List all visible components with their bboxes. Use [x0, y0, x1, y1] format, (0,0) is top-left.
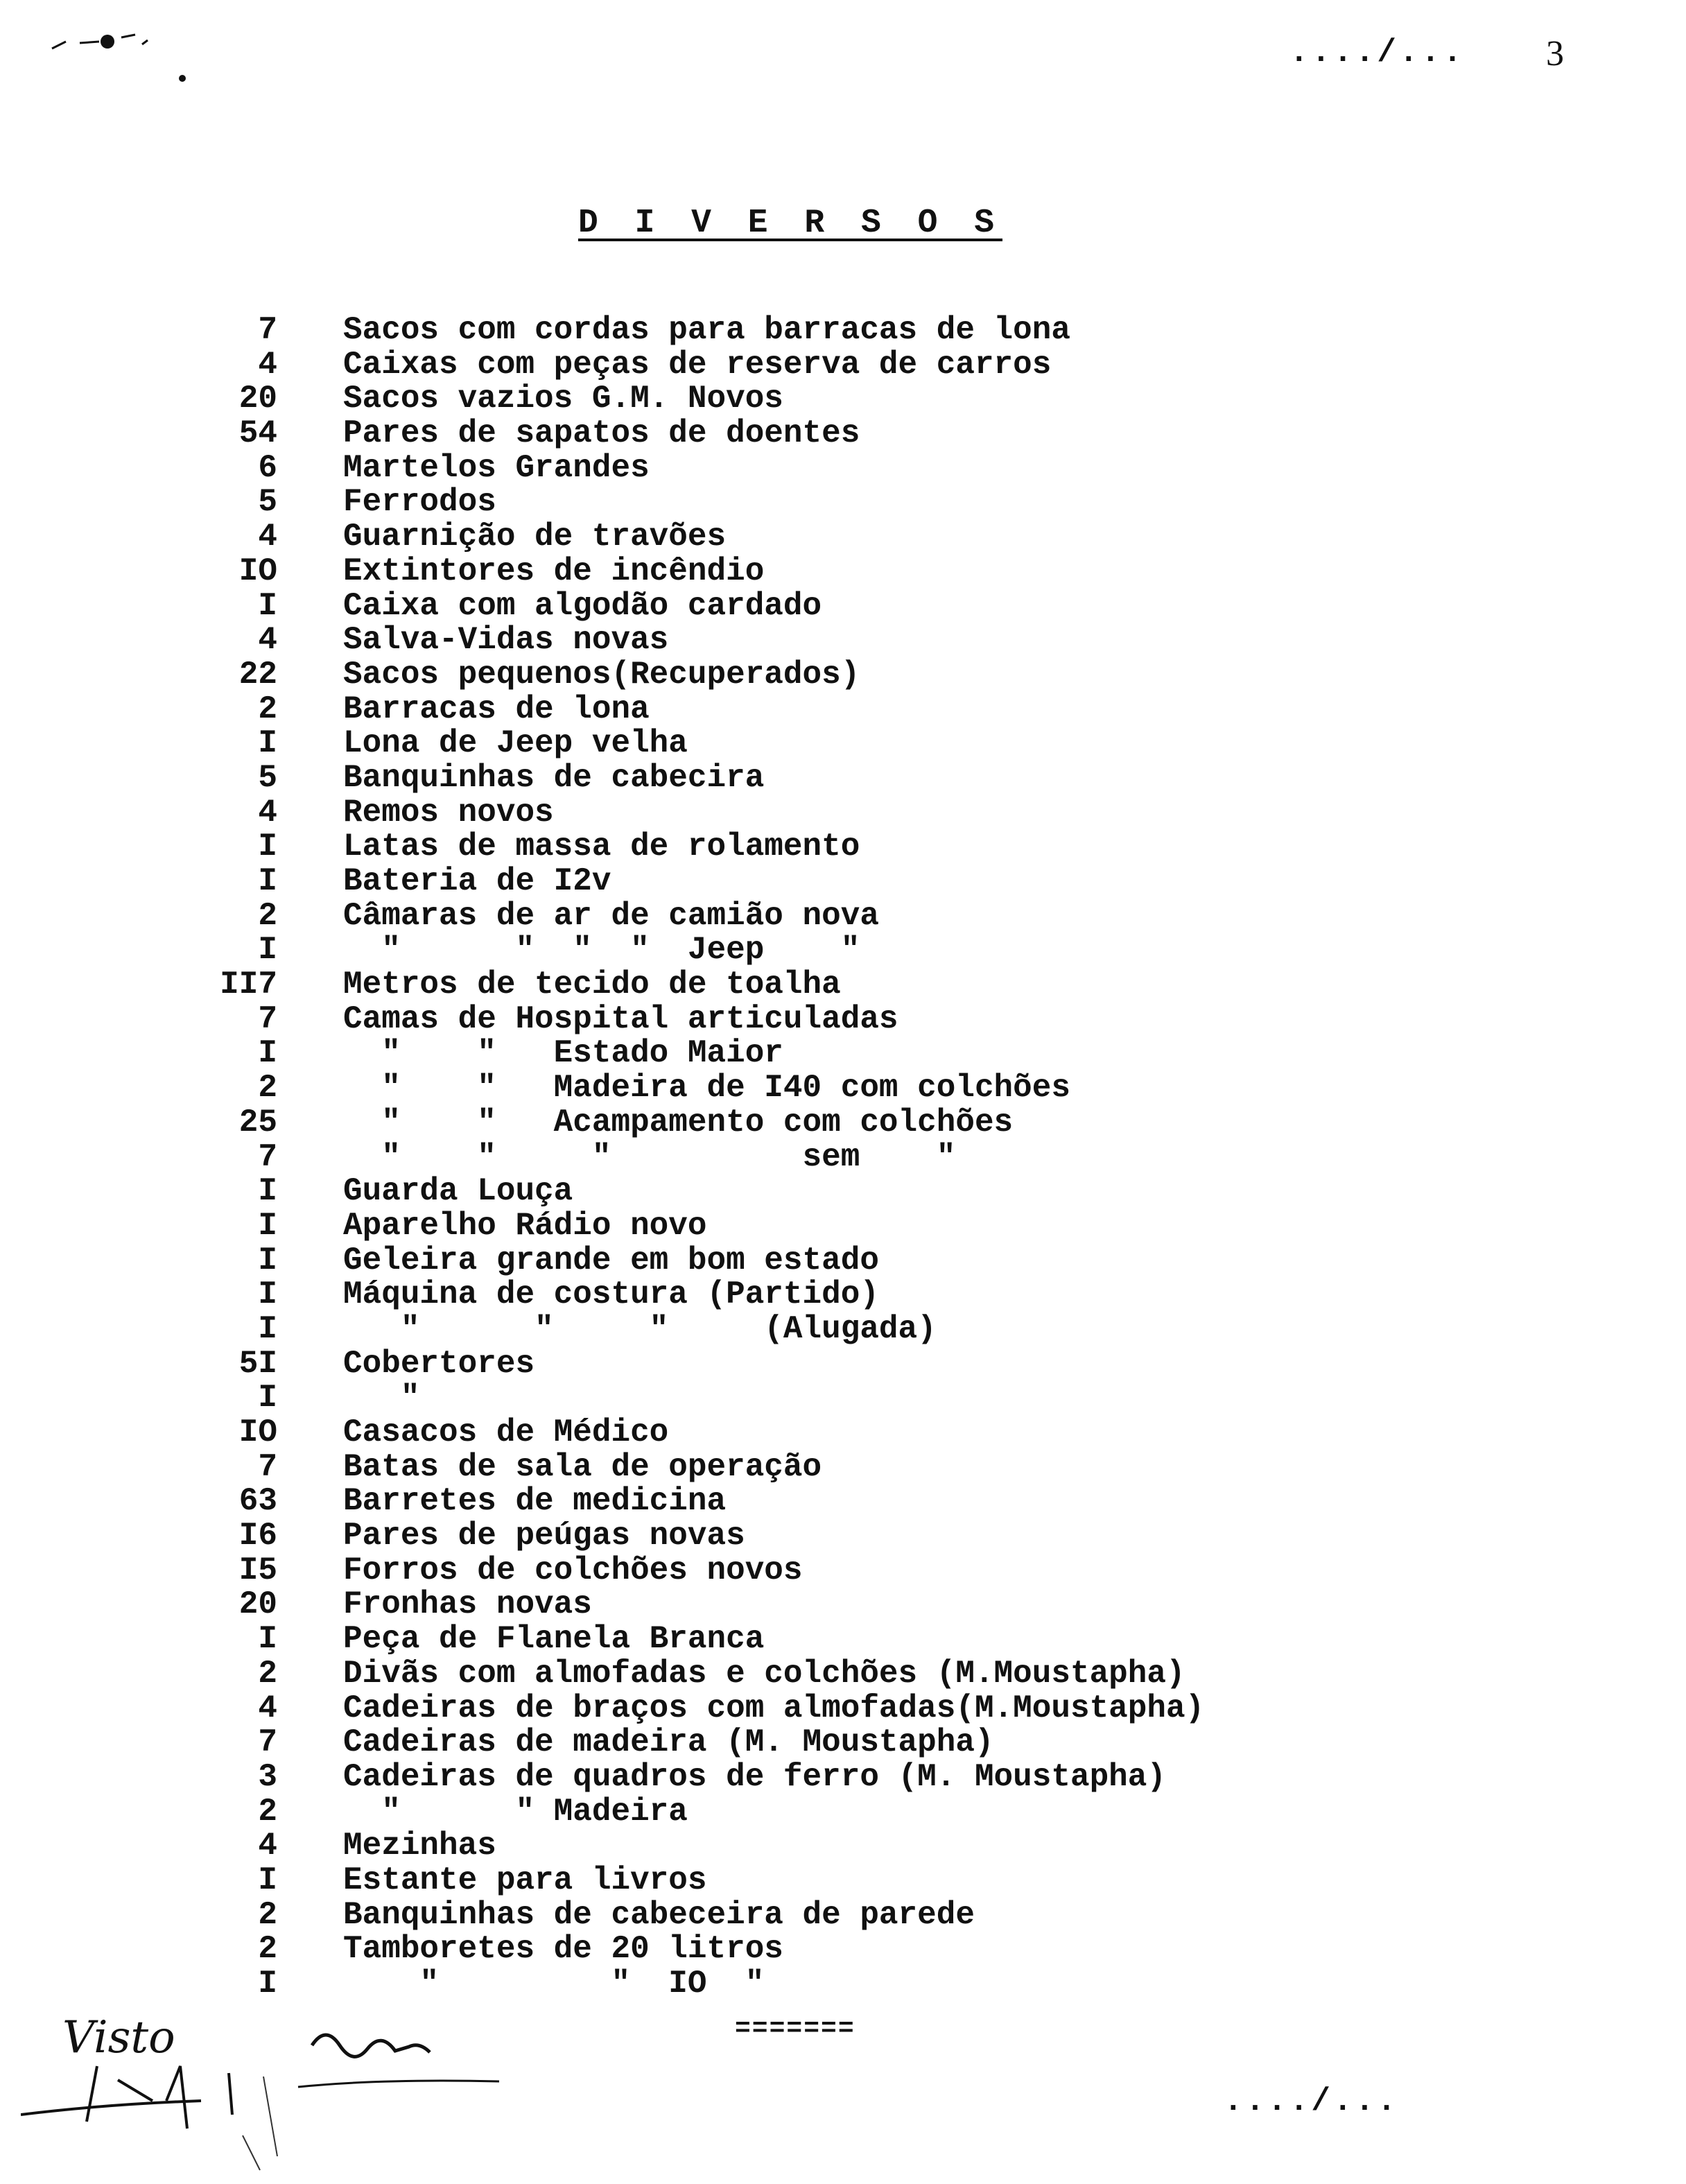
list-item [187, 1864, 1546, 1898]
item-description: Salva-Vidas novas [343, 622, 669, 659]
item-quantity: 2 [258, 1793, 277, 1830]
list-item [187, 1795, 1546, 1830]
item-quantity: 63 [238, 1483, 277, 1520]
item-description: Aparelho Rádio novo [343, 1207, 707, 1244]
item-quantity: 5I [238, 1345, 277, 1382]
item-quantity: 4 [258, 794, 277, 831]
item-quantity: 7 [258, 1724, 277, 1761]
handwritten-visto: Visto [62, 2012, 175, 2063]
item-quantity: I [258, 1242, 277, 1279]
item-quantity: 2 [258, 1931, 277, 1968]
item-quantity: 3 [258, 1758, 277, 1795]
item-description: Sacos pequenos(Recuperados) [343, 656, 860, 693]
item-description: " " " (Alugada) [343, 1310, 937, 1347]
item-quantity: 54 [238, 415, 277, 452]
list-item [187, 1175, 1546, 1209]
list-item [187, 417, 1546, 451]
list-item [187, 1657, 1546, 1692]
item-quantity: 7 [258, 1138, 277, 1175]
item-description: Máquina de costura (Partido) [343, 1276, 879, 1313]
item-quantity: I [258, 1310, 277, 1347]
item-description: Barretes de medicina [343, 1483, 727, 1520]
list-item [187, 693, 1546, 727]
item-quantity: IO [238, 553, 277, 589]
item-quantity: 2 [258, 1896, 277, 1933]
item-description: Pares de sapatos de doentes [343, 415, 860, 452]
list-item [187, 1312, 1546, 1347]
continuation-marker-bottom: ..../... [1224, 2083, 1399, 2120]
item-quantity: I6 [238, 1518, 277, 1554]
page-number: 3 [1546, 34, 1564, 73]
item-description: Guarnição de travões [343, 519, 727, 555]
item-quantity: 25 [238, 1104, 277, 1141]
item-quantity: 4 [258, 519, 277, 555]
continuation-marker-top: ..../... [1289, 35, 1465, 71]
item-description: Sacos com cordas para barracas de lona [343, 312, 1070, 348]
list-item [187, 1760, 1546, 1795]
handwritten-signatures [21, 1997, 562, 2177]
item-description: Extintores de incêndio [343, 553, 765, 589]
item-quantity: I [258, 587, 277, 624]
item-description: Fronhas novas [343, 1586, 592, 1623]
list-item [187, 1416, 1546, 1450]
item-quantity: 20 [238, 1586, 277, 1623]
list-item [187, 761, 1546, 796]
item-quantity: I [258, 932, 277, 969]
item-description: Camas de Hospital articuladas [343, 1000, 898, 1037]
item-quantity: 2 [258, 691, 277, 727]
list-item [187, 313, 1546, 348]
list-item [187, 451, 1546, 486]
list-item [187, 727, 1546, 761]
item-quantity: I [258, 863, 277, 899]
list-item [187, 1244, 1546, 1279]
list-item [187, 865, 1546, 899]
item-description: " " " " Jeep " [343, 932, 860, 969]
item-quantity: 5 [258, 759, 277, 796]
ink-mark [38, 21, 191, 62]
item-description: Cadeiras de madeira (M. Moustapha) [343, 1724, 994, 1761]
item-description: Divãs com almofadas e colchões (M.Moustapha) [343, 1655, 1185, 1692]
list-item [187, 968, 1546, 1003]
item-quantity: 4 [258, 622, 277, 659]
item-quantity: 20 [238, 381, 277, 417]
item-quantity: 4 [258, 346, 277, 383]
list-item [187, 1692, 1546, 1726]
list-item [187, 348, 1546, 383]
list-item [187, 382, 1546, 417]
item-quantity: I5 [238, 1552, 277, 1588]
item-description: Ferrodos [343, 484, 496, 521]
list-item [187, 1622, 1546, 1657]
item-quantity: I [258, 1173, 277, 1210]
item-quantity: 2 [258, 1655, 277, 1692]
item-quantity: I [258, 1276, 277, 1313]
item-description: Cobertores [343, 1345, 535, 1382]
list-item [187, 555, 1546, 589]
list-item [187, 830, 1546, 865]
ink-dot [179, 75, 186, 82]
item-description: " " IO " [343, 1966, 765, 2002]
item-quantity: 7 [258, 312, 277, 348]
item-quantity: IO [238, 1414, 277, 1450]
item-quantity: I [258, 1862, 277, 1898]
list-item [187, 1106, 1546, 1141]
item-quantity: 7 [258, 1000, 277, 1037]
item-description: Mezinhas [343, 1828, 496, 1864]
item-description: Guarda Louça [343, 1173, 573, 1210]
list-item [187, 796, 1546, 831]
item-description: Estante para livros [343, 1862, 707, 1898]
list-item [187, 658, 1546, 693]
separator-line: ======= [735, 2014, 855, 2044]
item-quantity: I [258, 1966, 277, 2002]
list-item [187, 1726, 1546, 1760]
item-description: Câmaras de ar de camião nova [343, 897, 879, 934]
item-description: " " Madeira de I40 com colchões [343, 1070, 1070, 1107]
item-quantity: I [258, 725, 277, 762]
list-item [187, 1138, 1546, 1175]
item-description: Martelos Grandes [343, 449, 650, 486]
item-quantity: I [258, 829, 277, 865]
list-item [187, 1588, 1546, 1622]
list-item [187, 1898, 1546, 1933]
list-item [187, 485, 1546, 520]
item-quantity: 6 [258, 449, 277, 486]
item-quantity: 7 [258, 1448, 277, 1485]
item-quantity: 2 [258, 1070, 277, 1107]
list-item [187, 520, 1546, 555]
item-description: " " Estado Maior [343, 1035, 783, 1072]
list-item [187, 933, 1546, 968]
list-item [187, 1000, 1546, 1037]
item-description: Peça de Flanela Branca [343, 1621, 765, 1658]
item-description: Lona de Jeep velha [343, 725, 688, 762]
item-description: Cadeiras de braços com almofadas(M.Moustapha) [343, 1690, 1205, 1726]
item-description: Forros de colchões novos [343, 1552, 803, 1588]
list-item [187, 1519, 1546, 1554]
item-description: Barracas de lona [343, 691, 650, 727]
item-quantity: 5 [258, 484, 277, 521]
item-description: Caixa com algodão cardado [343, 587, 822, 624]
item-quantity: I [258, 1380, 277, 1416]
item-description: Caixas com peças de reserva de carros [343, 346, 1052, 383]
item-description: Remos novos [343, 794, 554, 831]
item-quantity: I [258, 1621, 277, 1658]
list-item [187, 1450, 1546, 1485]
list-item [187, 1484, 1546, 1519]
item-description: Sacos vazios G.M. Novos [343, 381, 783, 417]
item-description: Banquinhas de cabecira [343, 759, 765, 796]
item-description: Bateria de I2v [343, 863, 611, 899]
section-title: D I V E R S O S [577, 205, 1003, 242]
item-quantity: 4 [258, 1828, 277, 1864]
item-quantity: II7 [220, 967, 277, 1003]
list-item [187, 589, 1546, 624]
item-description: " " Madeira [343, 1793, 688, 1830]
item-description: Tamboretes de 20 litros [343, 1931, 783, 1968]
item-quantity: 2 [258, 897, 277, 934]
item-description: " " " sem " [343, 1138, 956, 1175]
item-description: Metros de tecido de toalha [343, 967, 841, 1003]
item-description: Pares de peúgas novas [343, 1518, 745, 1554]
item-description: Geleira grande em bom estado [343, 1242, 879, 1279]
item-description: Casacos de Médico [343, 1414, 669, 1450]
list-item [187, 623, 1546, 658]
list-item [187, 1071, 1546, 1106]
list-item [187, 1829, 1546, 1864]
item-description: Batas de sala de operação [343, 1448, 822, 1485]
item-quantity: I [258, 1035, 277, 1072]
item-quantity: 4 [258, 1690, 277, 1726]
list-item [187, 1932, 1546, 1967]
inventory-list [187, 313, 1546, 2002]
item-description: Cadeiras de quadros de ferro (M. Moustapha) [343, 1758, 1166, 1795]
item-description: Latas de massa de rolamento [343, 829, 860, 865]
item-description: Banquinhas de cabeceira de parede [343, 1896, 975, 1933]
item-quantity: I [258, 1207, 277, 1244]
list-item [187, 1037, 1546, 1071]
item-description: " " Acampamento com colchões [343, 1104, 1014, 1141]
item-quantity: 22 [238, 656, 277, 693]
item-description: " [343, 1380, 420, 1416]
list-item [187, 1278, 1546, 1312]
list-item [187, 1554, 1546, 1588]
list-item [187, 1209, 1546, 1244]
list-item [187, 899, 1546, 934]
list-item [187, 1347, 1546, 1382]
list-item [187, 1381, 1546, 1416]
